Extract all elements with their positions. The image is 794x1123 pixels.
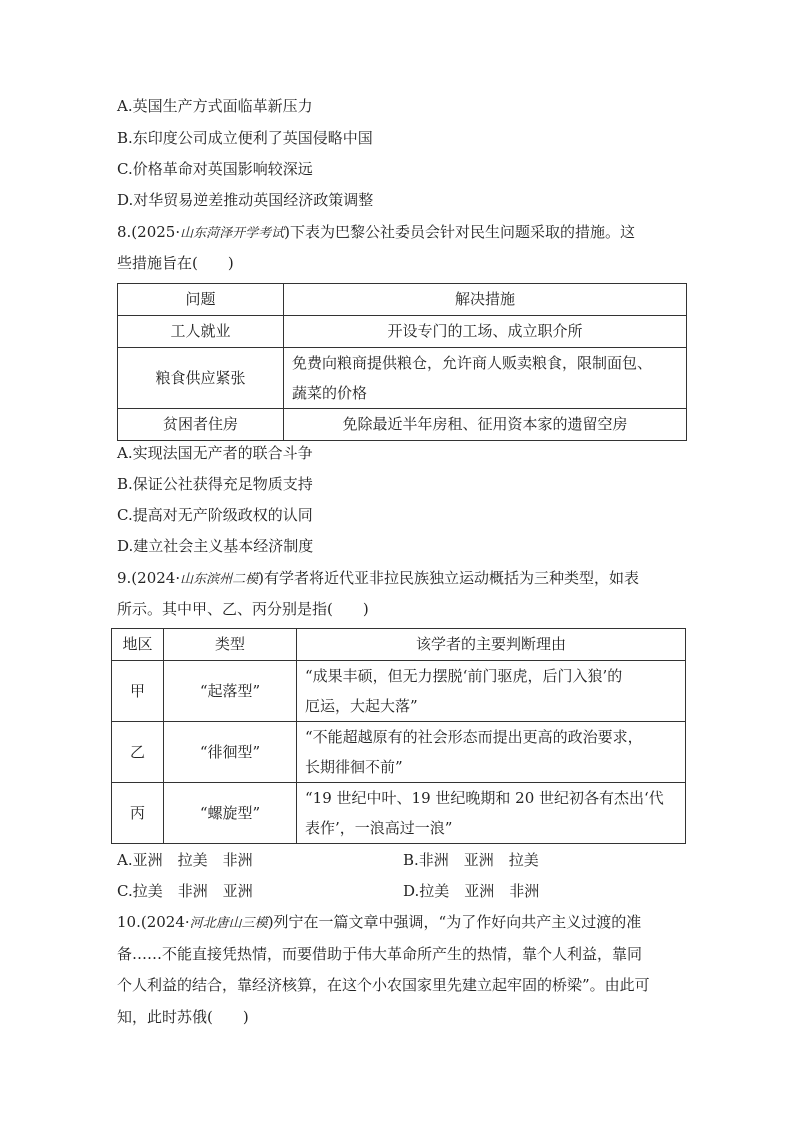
q8-number: 8.( [117,223,138,241]
q9-source: 山东滨州二模 [180,572,259,587]
table-cell: “螺旋型” [164,783,297,844]
table-cell [297,722,686,783]
cell-line: 厄运，大起大落” [305,697,418,715]
q8-option-b: B.保证公社获得充足物质支持 [117,475,313,493]
q8-stem-line-1 [117,222,635,244]
table-cell: 甲 [112,661,164,722]
cell-line: 表作’，一浪高过一浪” [305,819,453,837]
table-header-row [118,284,687,316]
q8-stem-line-2: 些措施旨在( ) [117,254,234,272]
table-header-cell: 问题 [118,284,284,316]
q8-source: 山东菏泽开学考试 [180,226,285,241]
table-row [112,783,686,844]
q8-table [117,283,687,441]
table-cell: 丙 [112,783,164,844]
q10-stem-text: )列宁在一篇文章中强调，“为了作好向共产主义过渡的准 [267,913,642,931]
q8-option-d: D.建立社会主义基本经济制度 [117,537,314,555]
table-cell: “徘徊型” [164,722,297,783]
table-cell: 乙 [112,722,164,783]
q7-option-a: A.英国生产方式面临革新压力 [117,97,313,115]
q7-option-d: D.对华贸易逆差推动英国经济政策调整 [117,191,374,209]
q8-stem-text: )下表为巴黎公社委员会针对民生问题采取的措施。这 [284,223,635,241]
q10-source: 河北唐山三模 [189,916,268,931]
q9-year: 2024· [137,569,181,587]
q9-option-b: B.非洲 亚洲 拉美 [403,851,539,869]
table-header-cell: 该学者的主要判断理由 [297,629,686,661]
cell-line: “19 世纪中叶、19 世纪晚期和 20 世纪初各有杰出‘代 [305,789,664,807]
q7-option-c: C.价格革命对英国影响较深远 [117,160,313,178]
table-cell: 工人就业 [118,316,284,348]
q8-year: 2025· [137,223,181,241]
table-cell: 贫困者住房 [118,409,284,441]
table-row [112,722,686,783]
q9-option-d: D.拉美 亚洲 非洲 [403,882,540,900]
cell-line: 蔬菜的价格 [292,384,368,402]
table-row [118,409,687,441]
q9-stem-line-2: 所示。其中甲、乙、丙分别是指( ) [117,600,369,618]
q9-option-c: C.拉美 非洲 亚洲 [117,882,253,900]
q9-stem-text: )有学者将近代亚非拉民族独立运动概括为三种类型，如表 [258,569,639,587]
table-cell: 免除最近半年房租、征用资本家的遗留空房 [284,409,687,441]
q9-table [111,628,686,844]
table-cell [297,661,686,722]
table-cell [284,348,687,409]
table-header-cell: 地区 [112,629,164,661]
q9-option-a: A.亚洲 拉美 非洲 [117,851,253,869]
table-cell: 粮食供应紧张 [118,348,284,409]
q8-option-c: C.提高对无产阶级政权的认同 [117,506,313,524]
cell-line: 长期徘徊不前” [305,758,403,776]
cell-line: “成果丰硕，但无力摆脱‘前门驱虎，后门入狼’的 [305,667,623,685]
table-header-row [112,629,686,661]
table-header-cell: 解决措施 [284,284,687,316]
q10-stem-line-3: 个人利益的结合，靠经济核算，在这个小农国家里先建立起牢固的桥梁”。由此可 [117,976,650,994]
cell-line: “不能超越原有的社会形态而提出更高的政治要求， [305,728,643,746]
table-cell [297,783,686,844]
q10-year: 2024· [146,913,190,931]
q7-option-b: B.东印度公司成立便利了英国侵略中国 [117,129,373,147]
table-cell: 开设专门的工场、成立职介所 [284,316,687,348]
table-cell: “起落型” [164,661,297,722]
cell-line: 免费向粮商提供粮仓，允许商人贩卖粮食，限制面包、 [292,354,653,372]
table-row [118,316,687,348]
q10-stem-line-1 [117,912,641,934]
table-row [118,348,687,409]
q10-stem-line-2: 备……不能直接凭热情，而要借助于伟大革命所产生的热情，靠个人利益，靠同 [117,945,643,963]
q10-number: 10.( [117,913,147,931]
table-row [112,661,686,722]
q8-option-a: A.实现法国无产者的联合斗争 [117,444,313,462]
q9-number: 9.( [117,569,138,587]
q9-stem-line-1 [117,568,639,590]
q10-stem-line-4: 知，此时苏俄( ) [117,1008,249,1026]
table-header-cell: 类型 [164,629,297,661]
